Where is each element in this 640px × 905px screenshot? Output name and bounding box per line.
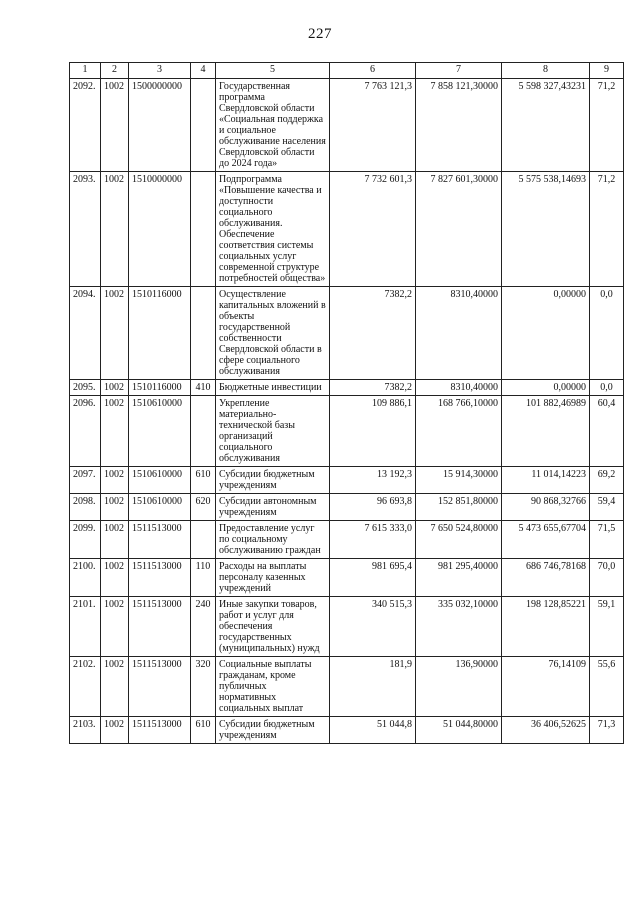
target-code: 1511513000 [129,521,191,559]
header-col-4: 4 [191,63,216,79]
expense-type [191,172,216,287]
expense-type: 240 [191,597,216,657]
table-row [70,597,624,657]
table-row [70,717,624,744]
executed-amount: 5 473 655,67704 [502,521,590,559]
executed-amount: 5 575 538,14693 [502,172,590,287]
table-row [70,657,624,717]
expense-type: 410 [191,380,216,396]
execution-percent: 71,3 [590,717,624,744]
updated-amount: 15 914,30000 [416,467,502,494]
expense-type: 610 [191,717,216,744]
expense-type: 620 [191,494,216,521]
expense-type [191,396,216,467]
approved-amount: 7382,2 [330,380,416,396]
section-code: 1002 [101,467,129,494]
target-code: 1510116000 [129,380,191,396]
approved-amount: 96 693,8 [330,494,416,521]
executed-amount: 76,14109 [502,657,590,717]
budget-table [69,62,624,744]
execution-percent: 60,4 [590,396,624,467]
section-code: 1002 [101,559,129,597]
expense-type [191,521,216,559]
updated-amount: 152 851,80000 [416,494,502,521]
updated-amount: 8310,40000 [416,287,502,380]
item-name: Субсидии автономным учреждениям [216,494,330,521]
updated-amount: 51 044,80000 [416,717,502,744]
section-code: 1002 [101,396,129,467]
section-code: 1002 [101,521,129,559]
execution-percent: 70,0 [590,559,624,597]
item-name: Субсидии бюджетным учреждениям [216,467,330,494]
target-code: 1511513000 [129,559,191,597]
section-code: 1002 [101,172,129,287]
executed-amount: 5 598 327,43231 [502,79,590,172]
execution-percent: 59,4 [590,494,624,521]
table-row [70,467,624,494]
header-col-2: 2 [101,63,129,79]
table-row [70,79,624,172]
item-name: Укрепление материально-технической базы организаций социального обслуживания [216,396,330,467]
table-row [70,559,624,597]
section-code: 1002 [101,494,129,521]
expense-type: 610 [191,467,216,494]
executed-amount: 11 014,14223 [502,467,590,494]
header-col-6: 6 [330,63,416,79]
approved-amount: 7 615 333,0 [330,521,416,559]
executed-amount: 0,00000 [502,380,590,396]
target-code: 1511513000 [129,717,191,744]
item-name: Осуществление капитальных вложений в объекты государственной собственности Свердловской области в сфере социального обслуживания [216,287,330,380]
target-code: 1510610000 [129,396,191,467]
header-row [70,63,624,79]
approved-amount: 981 695,4 [330,559,416,597]
section-code: 1002 [101,717,129,744]
execution-percent: 71,2 [590,79,624,172]
header-col-5: 5 [216,63,330,79]
expense-type [191,287,216,380]
table-row [70,172,624,287]
row-number: 2096. [70,396,101,467]
updated-amount: 8310,40000 [416,380,502,396]
row-number: 2098. [70,494,101,521]
header-col-3: 3 [129,63,191,79]
executed-amount: 0,00000 [502,287,590,380]
section-code: 1002 [101,79,129,172]
executed-amount: 36 406,52625 [502,717,590,744]
row-number: 2094. [70,287,101,380]
header-col-7: 7 [416,63,502,79]
updated-amount: 7 858 121,30000 [416,79,502,172]
updated-amount: 981 295,40000 [416,559,502,597]
item-name: Государственная программа Свердловской области «Социальная поддержка и социальное обслуживание населения Свердловской области до 2024 года» [216,79,330,172]
item-name: Бюджетные инвестиции [216,380,330,396]
row-number: 2093. [70,172,101,287]
row-number: 2102. [70,657,101,717]
execution-percent: 59,1 [590,597,624,657]
expense-type: 320 [191,657,216,717]
approved-amount: 51 044,8 [330,717,416,744]
item-name: Субсидии бюджетным учреждениям [216,717,330,744]
table-body [70,79,624,744]
row-number: 2101. [70,597,101,657]
updated-amount: 335 032,10000 [416,597,502,657]
approved-amount: 13 192,3 [330,467,416,494]
target-code: 1500000000 [129,79,191,172]
row-number: 2100. [70,559,101,597]
header-col-1: 1 [70,63,101,79]
row-number: 2103. [70,717,101,744]
execution-percent: 0,0 [590,380,624,396]
header-col-9: 9 [590,63,624,79]
header-col-8: 8 [502,63,590,79]
section-code: 1002 [101,597,129,657]
approved-amount: 7 732 601,3 [330,172,416,287]
approved-amount: 340 515,3 [330,597,416,657]
item-name: Подпрограмма «Повышение качества и доступности социального обслуживания. Обеспечение соответствия системы социальных услуг современной структуре потребностей общества» [216,172,330,287]
target-code: 1510610000 [129,494,191,521]
page-number: 227 [308,26,332,42]
execution-percent: 55,6 [590,657,624,717]
target-code: 1510610000 [129,467,191,494]
approved-amount: 7382,2 [330,287,416,380]
updated-amount: 168 766,10000 [416,396,502,467]
executed-amount: 101 882,46989 [502,396,590,467]
table-header [70,63,624,79]
target-code: 1511513000 [129,597,191,657]
expense-type: 110 [191,559,216,597]
approved-amount: 7 763 121,3 [330,79,416,172]
row-number: 2099. [70,521,101,559]
row-number: 2095. [70,380,101,396]
execution-percent: 0,0 [590,287,624,380]
expense-type [191,79,216,172]
approved-amount: 181,9 [330,657,416,717]
row-number: 2092. [70,79,101,172]
table-row [70,521,624,559]
item-name: Социальные выплаты гражданам, кроме публичных нормативных социальных выплат [216,657,330,717]
target-code: 1510116000 [129,287,191,380]
item-name: Расходы на выплаты персоналу казенных учреждений [216,559,330,597]
updated-amount: 7 827 601,30000 [416,172,502,287]
item-name: Предоставление услуг по социальному обслуживанию граждан [216,521,330,559]
section-code: 1002 [101,380,129,396]
execution-percent: 71,2 [590,172,624,287]
executed-amount: 198 128,85221 [502,597,590,657]
table-row [70,287,624,380]
executed-amount: 90 868,32766 [502,494,590,521]
section-code: 1002 [101,287,129,380]
table-row [70,494,624,521]
approved-amount: 109 886,1 [330,396,416,467]
executed-amount: 686 746,78168 [502,559,590,597]
target-code: 1510000000 [129,172,191,287]
updated-amount: 136,90000 [416,657,502,717]
row-number: 2097. [70,467,101,494]
table-row [70,396,624,467]
section-code: 1002 [101,657,129,717]
updated-amount: 7 650 524,80000 [416,521,502,559]
item-name: Иные закупки товаров, работ и услуг для обеспечения государственных (муниципальных) нужд [216,597,330,657]
target-code: 1511513000 [129,657,191,717]
execution-percent: 71,5 [590,521,624,559]
execution-percent: 69,2 [590,467,624,494]
table-row [70,380,624,396]
